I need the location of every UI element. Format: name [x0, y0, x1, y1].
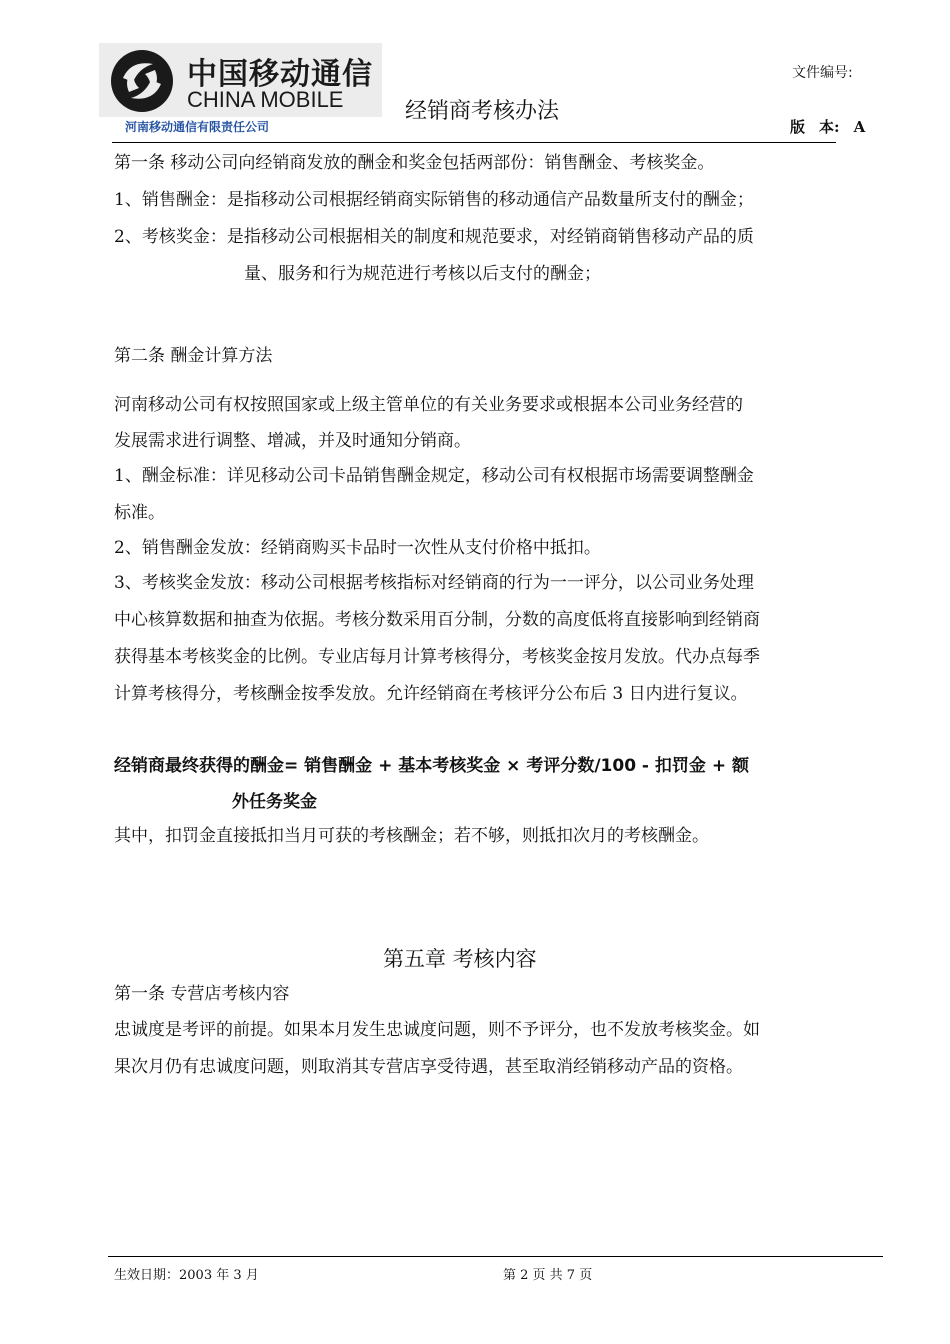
para-1-line-1: 河南移动公司有权按照国家或上级主管单位的有关业务要求或根据本公司业务经营的 [114, 395, 743, 415]
version-label-part2: 本: [819, 118, 840, 136]
version-line [790, 116, 865, 137]
deduction-note: 其中，扣罚金直接抵扣当月可获的考核酬金；若不够，则抵扣次月的考核酬金。 [114, 826, 709, 846]
file-number-label: 文件编号: [792, 65, 853, 81]
point-3-line-2: 中心核算数据和抽查为依据。考核分数采用百分制，分数的高度低将直接影响到经销商 [114, 610, 760, 630]
point-3-line-3: 获得基本考核奖金的比例。专业店每月计算考核得分，考核奖金按月发放。代办点每季 [114, 647, 760, 667]
point-1-line-1: 1、酬金标准：详见移动公司卡品销售酬金规定，移动公司有权根据市场需要调整酬金 [114, 466, 754, 486]
company-name: 河南移动通信有限责任公司 [125, 120, 270, 134]
point-3-line-4: 计算考核得分，考核酬金按季发放。允许经销商在考核评分公布后 3 日内进行复议。 [114, 684, 748, 704]
chapter-5-heading: 第五章 考核内容 [383, 947, 537, 971]
chapter-5-article-1: 第一条 专营店考核内容 [114, 984, 290, 1004]
item-2-line-2: 量、服务和行为规范进行考核以后支付的酬金； [244, 264, 601, 284]
point-2: 2、销售酬金发放：经销商购买卡品时一次性从支付价格中抵扣。 [114, 538, 601, 558]
article-2-title: 第二条 酬金计算方法 [114, 346, 273, 366]
logo-banner [99, 43, 382, 117]
article-1-line: 第一条 移动公司向经销商发放的酬金和奖金包括两部份：销售酬金、考核奖金。 [114, 153, 715, 173]
point-3-line-1: 3、考核奖金发放：移动公司根据考核指标对经销商的行为一一评分，以公司业务处理 [114, 573, 754, 593]
china-mobile-logo-icon [109, 48, 175, 114]
header-divider [112, 142, 836, 143]
logo-english-text: CHINA MOBILE [187, 87, 344, 112]
effective-date: 生效日期：2003 年 3 月 [114, 1268, 259, 1283]
logo-chinese-text: 中国移动通信 [187, 57, 373, 92]
item-1-sales-reward: 1、销售酬金：是指移动公司根据经销商实际销售的移动通信产品数量所支付的酬金； [114, 190, 754, 210]
version-value: A [853, 118, 866, 136]
loyalty-para-line-2: 果次月仍有忠诚度问题，则取消其专营店享受待遇，甚至取消经销移动产品的资格。 [114, 1057, 743, 1077]
page-number: 第 2 页 共 7 页 [503, 1268, 593, 1283]
item-2-line-1: 2、考核奖金：是指移动公司根据相关的制度和规范要求，对经销商销售移动产品的质 [114, 227, 754, 247]
formula-line-2: 外任务奖金 [232, 792, 317, 812]
loyalty-para-line-1: 忠诚度是考评的前提。如果本月发生忠诚度问题，则不予评分，也不发放考核奖金。如 [114, 1020, 760, 1040]
footer-divider [108, 1256, 883, 1257]
formula-line-1: 经销商最终获得的酬金= 销售酬金 + 基本考核奖金 × 考评分数/100 - 扣罚金 + 额 [114, 756, 749, 776]
para-1-line-2: 发展需求进行调整、增减，并及时通知分销商。 [114, 431, 471, 451]
point-1-line-2: 标准。 [114, 503, 165, 523]
document-title: 经销商考核办法 [405, 99, 560, 124]
version-label-part1: 版 [790, 118, 806, 136]
